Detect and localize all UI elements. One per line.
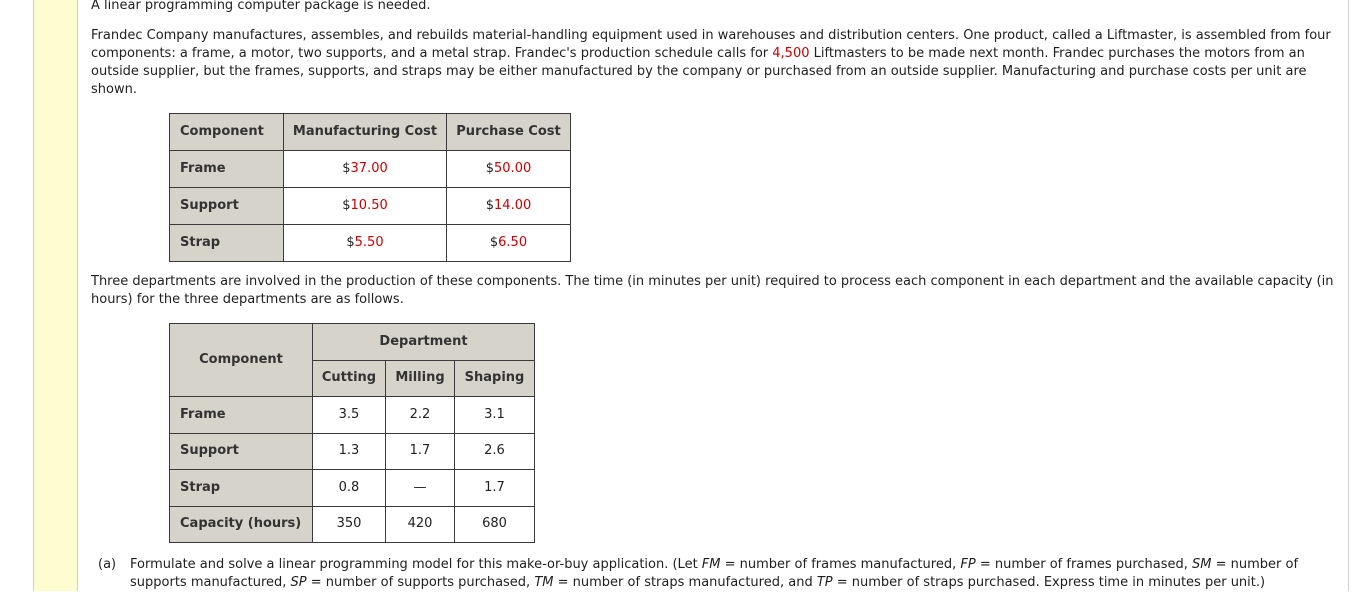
row-label: Frame xyxy=(170,397,313,434)
milling-cell: 1.7 xyxy=(386,433,455,470)
table-row xyxy=(170,151,571,188)
purchase-cost-cell: $6.50 xyxy=(447,225,571,262)
part-a-label: (a) xyxy=(98,557,117,572)
purchase-cost-cell: $14.00 xyxy=(447,188,571,225)
department-header-row xyxy=(170,324,535,361)
milling-cell: 2.2 xyxy=(386,397,455,434)
cutting-cell: 3.5 xyxy=(313,397,386,434)
paragraph1-before: Frandec Company manufactures, assembles, and rebuilds material-handling equipment used in warehouses and distribution centers. One product, called a Liftmaster, is assembled from four components: a frame, a motor, two supports, and a metal strap. Frandec's production schedule calls for xyxy=(91,28,1331,61)
header-shaping: Shaping xyxy=(455,360,535,397)
row-label: Support xyxy=(170,188,284,225)
header-cutting: Cutting xyxy=(313,360,386,397)
table-row xyxy=(170,225,571,262)
header-department: Department xyxy=(313,324,535,361)
milling-cell: — xyxy=(386,470,455,507)
cutting-cell: 0.8 xyxy=(313,470,386,507)
header-purchase-cost: Purchase Cost xyxy=(447,114,571,151)
table-row xyxy=(170,470,535,507)
manufacturing-cost-cell: $10.50 xyxy=(284,188,447,225)
milling-cell: 420 xyxy=(386,506,455,543)
problem-paragraph-2: Three departments are involved in the production of these components. The time (in minutes per unit) required to process each component in each department and the available capacity (in hours) for the three departments are as follows. xyxy=(91,274,1334,307)
manufacturing-cost-cell: $37.00 xyxy=(284,151,447,188)
manufacturing-cost-cell: $5.50 xyxy=(284,225,447,262)
table-row xyxy=(170,433,535,470)
table-row xyxy=(170,188,571,225)
row-label: Capacity (hours) xyxy=(170,506,313,543)
row-label: Strap xyxy=(170,470,313,507)
right-border-line xyxy=(1348,0,1349,591)
header-component: Component xyxy=(170,324,313,397)
row-label: Frame xyxy=(170,151,284,188)
shaping-cell: 680 xyxy=(455,506,535,543)
row-label: Support xyxy=(170,433,313,470)
shaping-cell: 2.6 xyxy=(455,433,535,470)
header-milling: Milling xyxy=(386,360,455,397)
intro-text: A linear programming computer package is needed. xyxy=(91,0,431,13)
paragraph1-after: Liftmasters to be made next month. Frandec purchases the motors from an outside supplier, but the frames, supports, and straps may be either manufactured by the company or purchased from an outside supplier. Manufacturing and purchase costs per unit are shown. xyxy=(91,46,1307,97)
header-manufacturing-cost: Manufacturing Cost xyxy=(284,114,447,151)
cutting-cell: 1.3 xyxy=(313,433,386,470)
part-a-text: Formulate and solve a linear programming model for this make-or-buy application. (Let FM = number of frames manufactured, FP = number of frames purchased, SM = number of supports manufactured, SP = number of supports purchased, TM = number of straps manufactured, and TP = number of straps purchased. Express time in minutes per unit.) xyxy=(130,557,1299,590)
department-time-table xyxy=(169,323,535,543)
header-component: Component xyxy=(170,114,284,151)
row-label: Strap xyxy=(170,225,284,262)
liftmaster-quantity: 4,500 xyxy=(772,46,810,61)
shaping-cell: 3.1 xyxy=(455,397,535,434)
problem-paragraph-1 xyxy=(91,27,1337,99)
purchase-cost-cell: $50.00 xyxy=(447,151,571,188)
cutting-cell: 350 xyxy=(313,506,386,543)
table-row xyxy=(170,397,535,434)
table-row xyxy=(170,506,535,543)
shaping-cell: 1.7 xyxy=(455,470,535,507)
cost-table-header-row xyxy=(170,114,571,151)
left-margin-strip xyxy=(33,0,78,591)
cost-table xyxy=(169,113,571,262)
